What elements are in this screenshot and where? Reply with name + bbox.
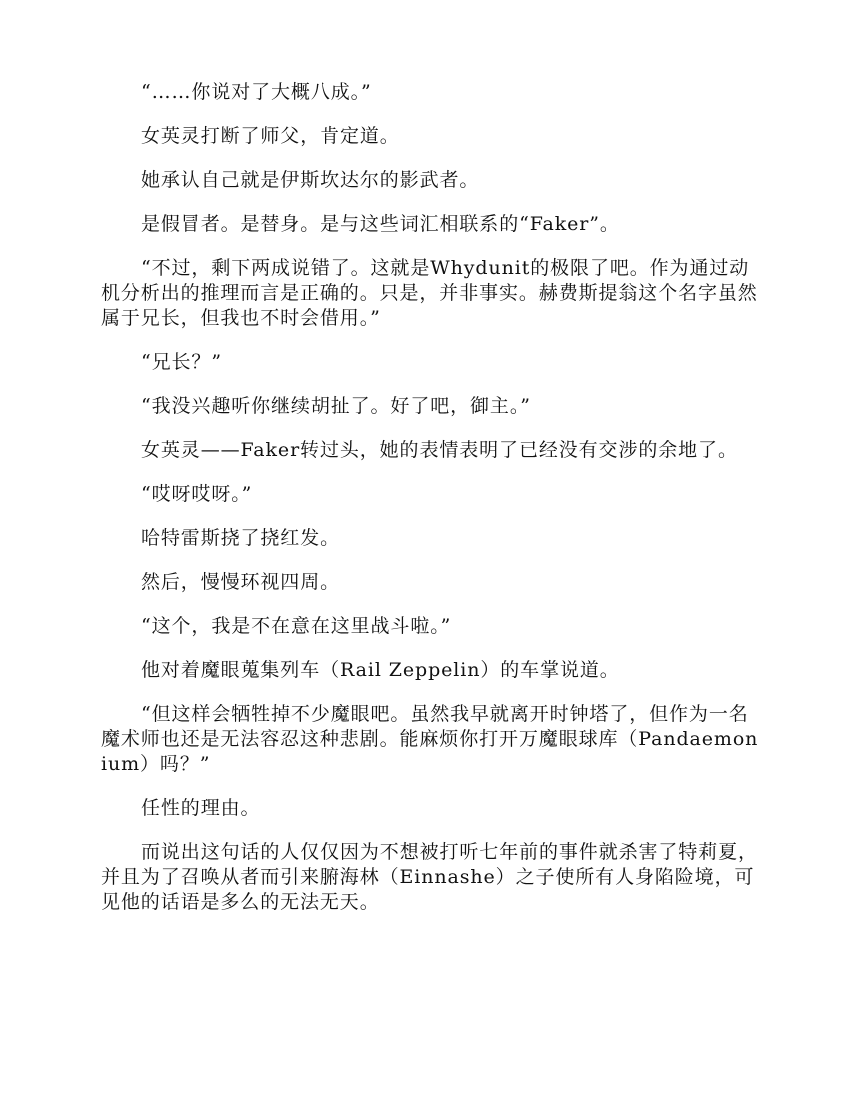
paragraph-12: “这个，我是不在意在这里战斗啦。”	[141, 615, 452, 637]
paragraph-5: “不过，剩下两成说错了。这就是Whydunit的极限了吧。作为通过动机分析出的推理而言是正确的。只是，并非事实。赫费斯提翁这个名字虽然属于兄长，但我也不时会借用。”	[101, 257, 758, 329]
paragraph-10: 哈特雷斯挠了挠红发。	[141, 527, 341, 549]
paragraph-16: 而说出这句话的人仅仅因为不想被打听七年前的事件就杀害了特莉夏，并且为了召唤从者而引来腑海林（Einnashe）之子使所有人身陷险境，可见他的话语是多么的无法无天。	[101, 841, 758, 913]
paragraph-6: “兄长？”	[141, 351, 222, 373]
paragraph-3: 她承认自己就是伊斯坎达尔的影武者。	[141, 169, 480, 191]
paragraph-13: 他对着魔眼蒐集列车（Rail Zeppelin）的车掌说道。	[141, 659, 620, 681]
paragraph-9: “哎呀哎呀。”	[141, 483, 253, 505]
paragraph-1: “……你说对了大概八成。”	[141, 81, 372, 103]
paragraph-8: 女英灵——Faker转过头，她的表情表明了已经没有交涉的余地了。	[141, 439, 738, 461]
paragraph-15: 任性的理由。	[141, 797, 261, 819]
paragraph-4: 是假冒者。是替身。是与这些词汇相联系的“Faker”。	[141, 213, 620, 235]
paragraph-2: 女英灵打断了师父，肯定道。	[141, 125, 400, 147]
paragraph-14: “但这样会牺牲掉不少魔眼吧。虽然我早就离开时钟塔了，但作为一名魔术师也还是无法容忍这种悲剧。能麻烦你打开万魔眼球库（Pandaemonium）吗？”	[101, 703, 759, 775]
paragraph-7: “我没兴趣听你继续胡扯了。好了吧，御主。”	[141, 395, 531, 417]
paragraph-11: 然后，慢慢环视四周。	[141, 571, 341, 593]
document-page	[101, 80, 761, 934]
